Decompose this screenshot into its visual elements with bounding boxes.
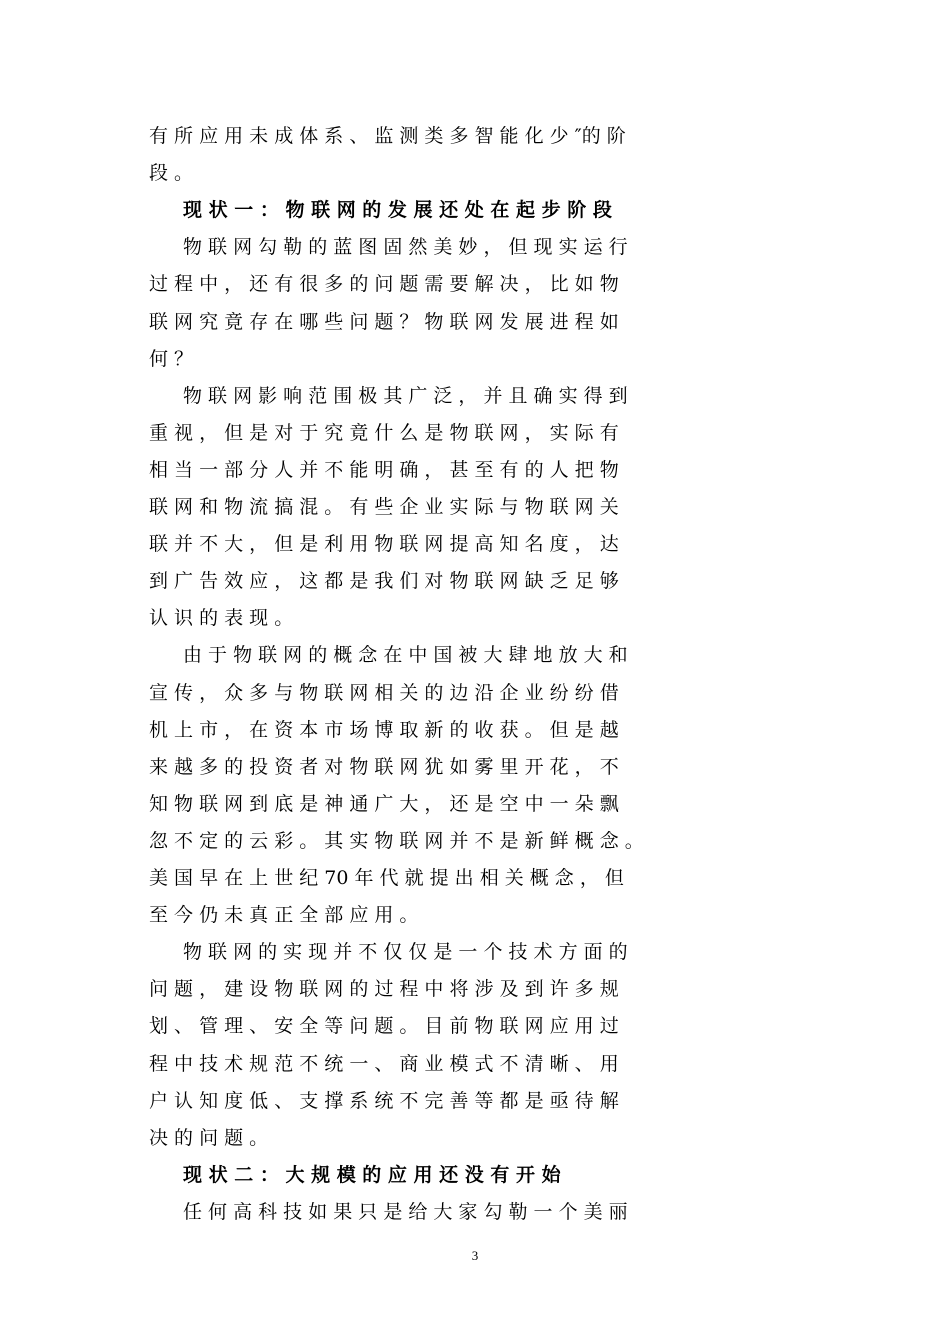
text-line: 宣 传 ， 众 多 与 物 联 网 相 关 的 边 沿 企 业 纷 纷 借: [149, 681, 619, 704]
text-line: 相 当 一 部 分 人 并 不 能 明 确 ， 甚 至 有 的 人 把 物: [149, 458, 619, 481]
text-line: 程 中 技 术 规 范 不 统 一 、 商 业 模 式 不 清 晰 、 用: [149, 1052, 619, 1075]
text-line: 问 题 ， 建 设 物 联 网 的 过 程 中 将 涉 及 到 许 多 规: [149, 978, 619, 1001]
text-line: 决 的 问 题 。: [149, 1126, 269, 1149]
text-line: 段 。: [149, 162, 194, 185]
text-line: 来 越 多 的 投 资 者 对 物 联 网 犹 如 雾 里 开 花 ， 不: [149, 755, 619, 778]
text-line: 联 网 和 物 流 搞 混 。 有 些 企 业 实 际 与 物 联 网 关: [149, 496, 619, 518]
text-line: 有 所 应 用 未 成 体 系 、 监 测 类 多 智 能 化 少 ″的 阶: [149, 125, 626, 147]
text-line: 物 联 网 影 响 范 围 极 其 广 泛 ， 并 且 确 实 得 到: [183, 384, 628, 407]
section-heading: 现 状 二 ： 大 规 模 的 应 用 还 没 有 开 始: [183, 1163, 561, 1186]
text-line: 认 识 的 表 现 。: [149, 607, 294, 630]
text-line: 联 并 不 大 ， 但 是 利 用 物 联 网 提 高 知 名 度 ， 达: [149, 533, 619, 556]
text-line: 由 于 物 联 网 的 概 念 在 中 国 被 大 肆 地 放 大 和: [183, 644, 628, 667]
page-number: 3: [471, 1248, 479, 1263]
text-line: 联 网 究 竟 存 在 哪 些 问 题 ？ 物 联 网 发 展 进 程 如: [149, 310, 619, 333]
text-line: 过 程 中 ， 还 有 很 多 的 问 题 需 要 解 决 ， 比 如 物: [149, 273, 619, 296]
text-line: 忽 不 定 的 云 彩 。 其 实 物 联 网 并 不 是 新 鲜 概 念 。: [149, 829, 644, 852]
text-line: 知 物 联 网 到 底 是 神 通 广 大 ， 还 是 空 中 一 朵 飘: [149, 792, 619, 815]
text-line: 至 今 仍 未 真 正 全 部 应 用 。: [149, 904, 419, 927]
section-heading: 现 状 一 ： 物 联 网 的 发 展 还 处 在 起 步 阶 段: [183, 199, 612, 222]
text-line: 物 联 网 勾 勒 的 蓝 图 固 然 美 妙 ， 但 现 实 运 行: [183, 236, 628, 259]
text-line: 户 认 知 度 低 、 支 撑 系 统 不 完 善 等 都 是 亟 待 解: [149, 1089, 619, 1112]
text-line: 物 联 网 的 实 现 并 不 仅 仅 是 一 个 技 术 方 面 的: [183, 941, 628, 964]
text-line: 何 ？: [149, 347, 194, 370]
text-line: 到 广 告 效 应 ， 这 都 是 我 们 对 物 联 网 缺 乏 足 够: [149, 570, 619, 593]
text-line: 任 何 高 科 技 如 果 只 是 给 大 家 勾 勒 一 个 美 丽: [183, 1200, 628, 1223]
text-line: 机 上 市 ， 在 资 本 市 场 博 取 新 的 收 获 。 但 是 越: [149, 718, 619, 741]
text-line: 划 、 管 理 、 安 全 等 问 题 。 目 前 物 联 网 应 用 过: [149, 1015, 619, 1038]
text-line: 重 视 ， 但 是 对 于 究 竟 什 么 是 物 联 网 ， 实 际 有: [149, 421, 619, 444]
text-line: 美 国 早 在 上 世 纪 70 年 代 就 提 出 相 关 概 念 ， 但: [149, 867, 624, 889]
